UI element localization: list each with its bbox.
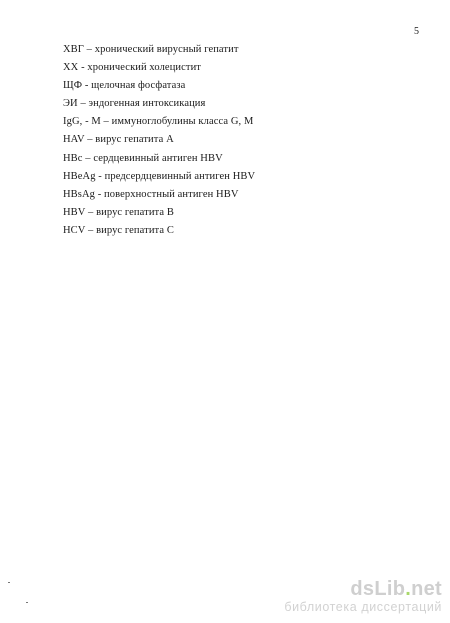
watermark-logo-tld: net	[411, 578, 442, 600]
watermark-logo	[284, 578, 442, 600]
watermark	[284, 578, 442, 615]
abbreviation-item: IgG, - M – иммуноглобулины класса G, M	[63, 116, 254, 128]
abbreviation-item: HBeAg - предсердцевинный антиген HBV	[63, 170, 256, 182]
abbreviation-item: HBsAg - поверхностный антиген HBV	[63, 188, 239, 200]
watermark-logo-dot: .	[405, 578, 412, 600]
abbreviation-item: ЩФ - щелочная фосфатаза	[63, 80, 186, 92]
scan-speck	[26, 602, 28, 603]
abbreviation-item: HCV – вирус гепатита С	[63, 224, 174, 236]
abbreviation-item: HBc – сердцевинный антиген HBV	[63, 152, 223, 164]
abbreviation-item: HAV – вирус гепатита А	[63, 134, 174, 146]
watermark-subtitle: библиотека диссертаций	[284, 600, 442, 614]
abbreviation-item: ЭИ – эндогенная интоксикация	[63, 98, 206, 110]
page-number: 5	[414, 26, 419, 37]
abbreviation-item: HBV – вирус гепатита В	[63, 206, 174, 218]
abbreviation-list	[63, 41, 255, 240]
abbreviation-item: ХХ - хронический холецистит	[63, 62, 201, 74]
abbreviation-item: ХВГ – хронический вирусный гепатит	[63, 44, 239, 55]
watermark-logo-main: dsLib	[350, 578, 406, 600]
scan-speck	[8, 582, 10, 583]
